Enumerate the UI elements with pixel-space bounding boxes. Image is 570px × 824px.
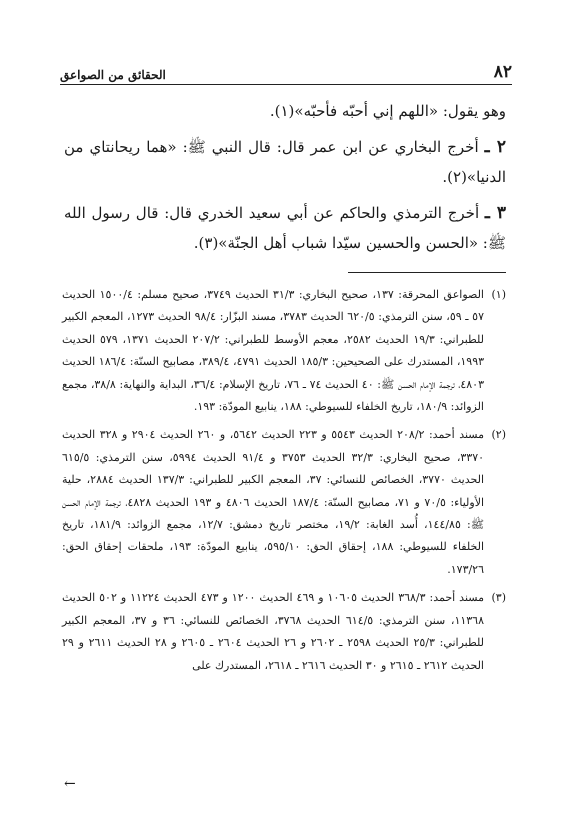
footnote-text: مسند أحمد: ٢٠٨/٢ الحديث ٥٥٤٣ و ٢٢٣ الحديث ٥٦٤٢، و ٢٦٠ الحديث ٢٩٠٤ و ٣٢٨ الحديث ٣٣٧٠، صحيح البخاري: ٣٢/٣ الحديث ٣٧٥٣ و ٩١/٤ الحديث ٥٩٩٤، سنن الترمذي: ٦١٥/٥ الحديث ٣٧٧٠، الخصائص للنسائي: ٣٧، المعجم الكبير للطبراني: ١٣٧/٣ الحديث ٢٨٨٤، حلية الأولياء: ٧٠/٥ و ٧١، مصابيح السنّة: ١٨٧/٤ الحديث ٤٨٠٦ و ١٩٣ الحديث ٤٨٢٨، ترجمة الإمام الحسن ﷺ: ١٤٤/٨٥، أُسد الغابة: ١٩/٢، مختصر تاريخ دمشق: ١٢/٧، مجمع الزوائد: ١٨١/٩، تاريخ الخلفاء للسيوطي: ١٨٨، إحقاق الحق: ٥٩٥/١٠، ينابيع المودّة: ١٩٣، ملحقات إحقاق الحق: ١٧٣/٢٦. [62,428,485,576]
intro-line: وهو يقول: «اللهم إني أحبّه فأحبّه»(١). [269,102,506,120]
item-3 [64,198,506,258]
footnote-number: (٢) [491,428,506,442]
footnotes [62,284,506,683]
main-text [64,96,506,264]
item-2 [64,132,506,192]
footnote-separator [348,272,506,273]
footnote-2 [62,424,506,581]
page-number: ٨٢ [493,62,512,82]
continuation-arrow-icon: ← [64,776,76,792]
running-title: الحقائق من الصواعق [60,68,166,82]
footnote-number: (٣) [491,591,506,605]
footnote-number: (١) [491,288,506,301]
footnote-1 [62,284,506,418]
footnote-text: الصواعق المحرقة: ١٣٧، صحيح البخاري: ٣١/٣ الحديث ٣٧٤٩، صحيح مسلم: ١٥٠٠/٤ الحديث ٥٧ ـ ٥٩، سنن الترمذي: ٦٢٠/٥ الحديث ٣٧٨٣، مسند البزّار: ٩٨/٤ الحديث ١٢٧٣، المعجم الكبير للطبراني: ١٩/٣ الحديث ٢٥٨٢، معجم الأوسط للطبراني: ٢٠٧/٢ الحديث ١٣٧١، ٥٧٩ الحديث ١٩٩٣، المستدرك على الصحيحين: ١٨٥/٣ الحديث ٤٧٩١، ٣٨٩/٤، مصابيح السنّة: ١٨٦/٤ الحديث ٤٨٠٣، ترجمة الإمام الحسن ﷺ: ٤٠ الحديث ٧٤ ـ ٧٦، تاريخ الإسلام: ٣٦/٤، البداية والنهاية: ٣٨/٨، مجمع الزوائد: ١٨٠/٩، تاريخ الخلفاء للسيوطي: ١٨٨، ينابيع المودّة: ١٩٣. [62,288,485,414]
item-3-number: ٣ ـ [484,203,506,223]
item-3-text: أخرج الترمذي والحاكم عن أبي سعيد الخدري قال: قال رسول الله ﷺ: «الحسن والحسين سيّدا شباب أهل الجنّة»(٣). [64,204,506,252]
item-2-number: ٢ ـ [484,137,506,157]
item-2-text: أخرج البخاري عن ابن عمر قال: قال النبي ﷺ: «هما ريحانتاي من الدنيا»(٢). [64,138,506,186]
footnote-3 [62,587,506,677]
running-header [60,58,512,85]
footnote-text: مسند أحمد: ٣٦٨/٣ الحديث ١٠٦٠٥ و ٤٦٩ الحديث ١٢٠٠ و ٤٧٣ الحديث ١١٢٢٤ و ٥٠٢ الحديث ١١٣٦٨، سنن الترمذي: ٦١٤/٥ الحديث ٣٧٦٨، الخصائص للنسائي: ٣٦ و ٣٧، المعجم الكبير للطبراني: ٢٥/٣ الحديث ٢٥٩٨ ـ ٢٦٠٢ و ٢٦ الحديث ٢٦٠٤ ـ ٢٦٠٥ و ٢٨ الحديث ٢٦١١ و ٢٩ الحديث ٢٦١٢ ـ ٢٦١٥ و ٣٠ الحديث ٢٦١٦ ـ ٢٦١٨، المستدرك على [62,591,485,672]
